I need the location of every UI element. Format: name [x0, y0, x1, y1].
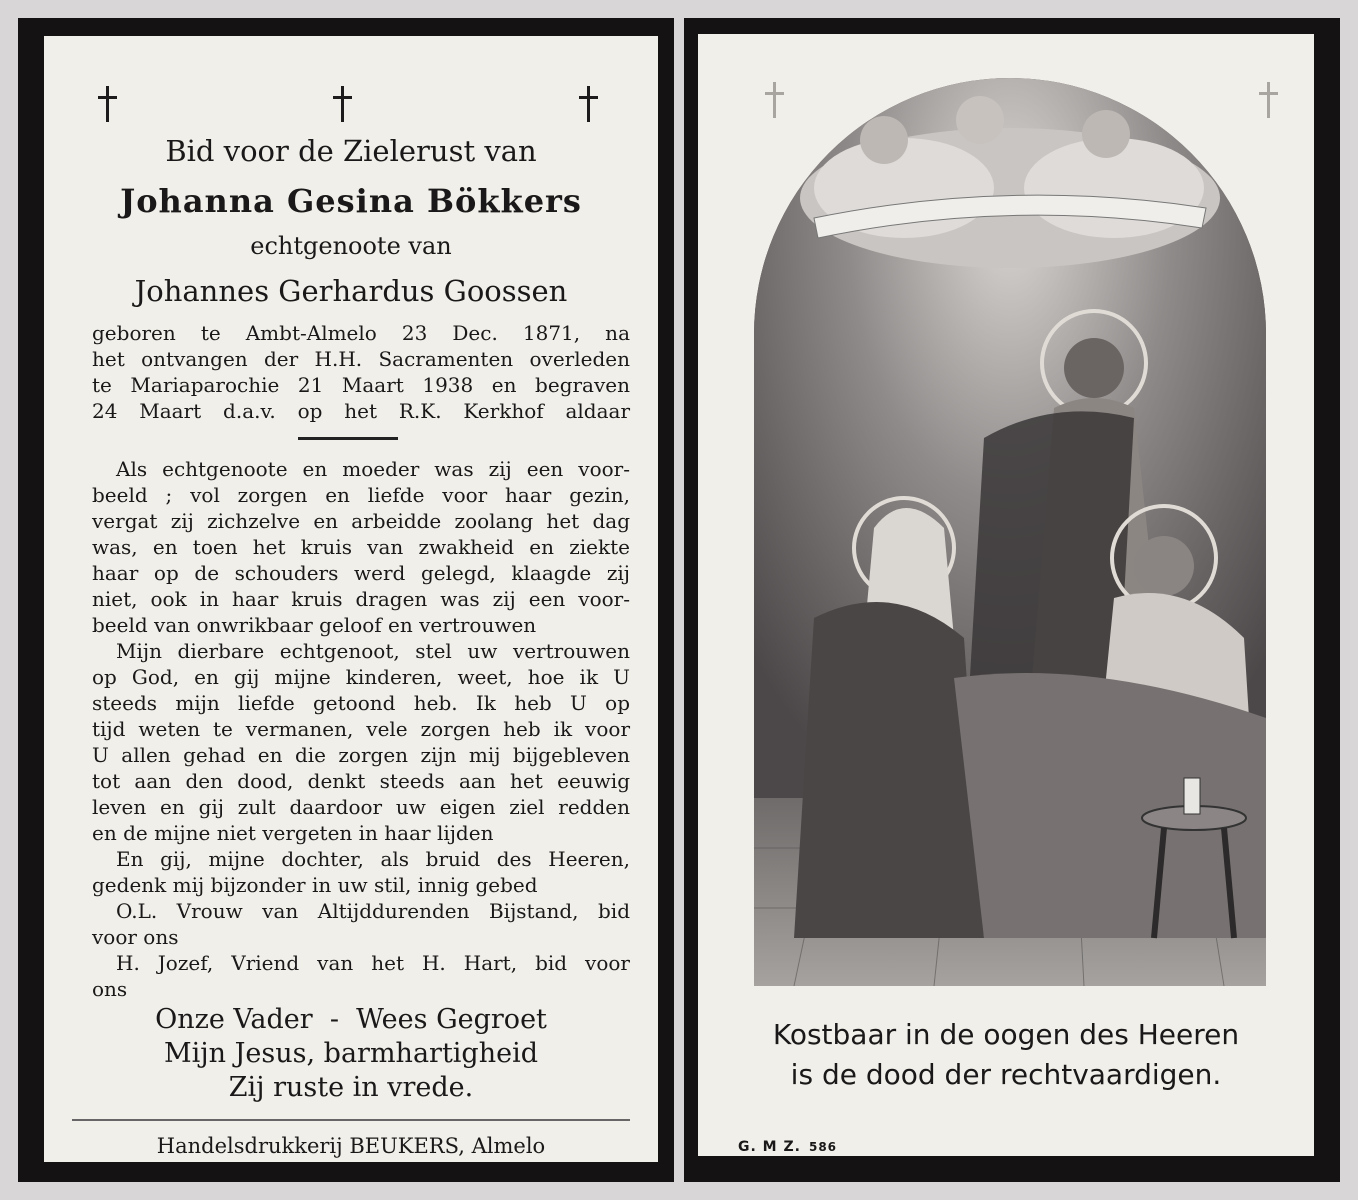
text-line: U allen gehad en die zorgen zijn mij bijgebleven: [92, 743, 630, 767]
prayer-line: Mijn Jesus, barmhartigheid: [163, 1038, 539, 1069]
text-line: haar op de schouders werd gelegd, klaagde zij: [92, 561, 630, 585]
bio-line: geboren te Ambt-Almelo 23 Dec. 1871, na: [92, 321, 630, 345]
cross-icon: [97, 86, 117, 122]
text-line: niet, ook in haar kruis dragen was zij een voor-: [92, 587, 630, 611]
text-line: steeds mijn liefde getoond heb. Ik heb U op: [92, 691, 630, 715]
text-line: op God, en gij mijne kinderen, weet, hoe ik U: [92, 665, 630, 689]
text-line: en de mijne niet vergeten in haar lijden: [92, 821, 494, 845]
text-line: Mijn dierbare echtgenoot, stel uw vertrouwen: [116, 639, 630, 663]
heading: Bid voor de Zielerust van: [165, 134, 537, 168]
cross-icon: [1258, 82, 1278, 118]
spouse-name: Johannes Gerhardus Goossen: [134, 274, 568, 308]
text-line: En gij, mijne dochter, als bruid des Heeren,: [116, 847, 630, 871]
text-line: gedenk mij bijzonder in uw stil, innig gebed: [92, 873, 538, 897]
text-line: tijd weten te vermanen, vele zorgen heb ik voor: [92, 717, 630, 741]
text-line: leven en gij zult daardoor uw eigen ziel redden: [92, 795, 630, 819]
text-line: vergat zij zichzelve en arbeidde zoolang het dag: [92, 509, 630, 533]
card-paper-right: [698, 34, 1314, 1156]
cross-icon: [764, 82, 784, 118]
publisher-code-letters: G. M Z.: [738, 1139, 801, 1155]
prayer-line: Zij ruste in vrede.: [228, 1072, 474, 1103]
publisher-code: [738, 1139, 837, 1155]
text-line: beeld van onwrikbaar geloof en vertrouwen: [92, 613, 537, 637]
text-line: was, en toen het kruis van zwakheid en ziekte: [92, 535, 630, 559]
bio-line: het ontvangen der H.H. Sacramenten overleden: [92, 347, 630, 371]
text-line: H. Jozef, Vriend van het H. Hart, bid voor: [116, 951, 630, 975]
printer-credit: Handelsdrukkerij BEUKERS, Almelo: [156, 1134, 546, 1158]
publisher-code-number: 586: [808, 1140, 838, 1154]
text-line: beeld ; vol zorgen en liefde voor haar gezin,: [92, 483, 630, 507]
footer-rule: [72, 1119, 630, 1121]
caption-line: Kostbaar in de oogen des Heeren: [772, 1018, 1240, 1051]
text-line: Als echtgenoote en moeder was zij een voor-: [116, 457, 630, 481]
divider: [298, 437, 398, 440]
relation: echtgenoote van: [250, 232, 452, 260]
cross-icon: [332, 86, 352, 122]
text-line: tot aan den dood, denkt steeds aan het eeuwig: [92, 769, 630, 793]
prayer-line: Onze Vader - Wees Gegroet: [155, 1004, 547, 1035]
memorial-card-image: [684, 18, 1340, 1182]
card-paper-left: [44, 36, 658, 1162]
text-line: ons: [92, 977, 128, 1001]
devotional-picture: [754, 78, 1266, 986]
text-line: voor ons: [92, 925, 179, 949]
bio-line: te Mariaparochie 21 Maart 1938 en begraven: [92, 373, 630, 397]
cross-icon: [578, 86, 598, 122]
memorial-card-text: [18, 18, 674, 1182]
deceased-name: Johanna Gesina Bökkers: [120, 182, 582, 220]
bio-line: 24 Maart d.a.v. op het R.K. Kerkhof aldaar: [92, 399, 630, 423]
text-line: O.L. Vrouw van Altijddurenden Bijstand, bid: [116, 899, 630, 923]
caption-line: is de dood der rechtvaardigen.: [790, 1058, 1222, 1091]
death-of-saint-joseph-illustration: [754, 78, 1266, 986]
